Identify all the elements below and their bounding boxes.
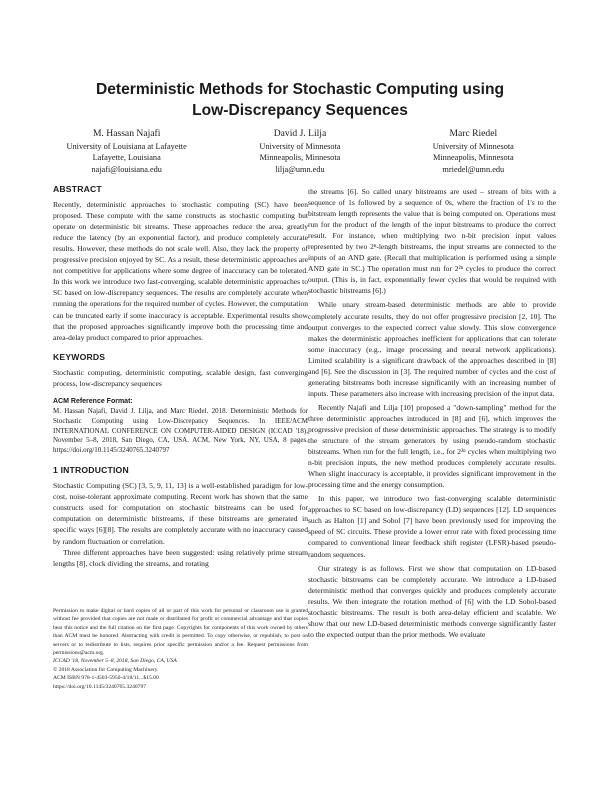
right-column xyxy=(308,186,556,640)
author-email: lilja@umn.edu xyxy=(275,164,325,174)
author-affiliation: University of Louisiana at Lafayette xyxy=(66,142,187,151)
reference-format-heading: ACM Reference Format: xyxy=(53,397,133,405)
author-3 xyxy=(387,128,560,175)
keywords-heading: KEYWORDS xyxy=(53,351,106,362)
introduction-paragraph-2: Three different approaches have been suggested: using relatively prime stream lengths [8], clock dividing the streams, and rotating xyxy=(53,547,308,568)
body-paragraph-3: Recently Najafi and Lilja [10] proposed a "down-sampling" method for the three deterministic approaches introduced in [8] and [6], which improves the progressive precision of these deterministic approaches. The strategy is to modify the structure of the stream generators by using pseudo-random stochastic bitstreams. When run for the full length, i.e., for 2²ⁿ cycles when multiplying two n-bit precision inputs, the new method produces completely accurate results. When slight inaccuracy is acceptable, it provides significant improvement in the processing time and the energy consumption. xyxy=(308,402,556,490)
abstract-text: Recently, deterministic approaches to stochastic computing (SC) have been proposed. These compute with the same constructs as stochastic computing but operate on deterministic bit streams. These approaches reduce the area, greatly reduce the latency (by an exponential factor), and produce completely accurate results. However, these methods do not scale well. Also, they lack the property of progressive precision enjoyed by SC. As a result, these deterministic approaches are not competitive for applications where some degree of inaccuracy can be tolerated. In this work we introduce two fast-converging, scalable deterministic approaches to SC based on low-discrepancy sequences. The results are completely accurate when running the operations for the required number of cycles. However, the computation can be truncated early if some inaccuracy is acceptable. Experimental results show that the proposed approaches significantly improve both the processing time and area-delay product compared to prior approaches. xyxy=(53,200,308,342)
conference-line: ICCAD '18, November 5–8, 2018, San Diego, CA, USA xyxy=(53,658,177,665)
reference-format xyxy=(53,397,308,456)
permission-notice xyxy=(53,607,308,691)
reference-format-text: M. Hassan Najafi, David J. Lilja, and Marc Riedel. 2018. Deterministic Methods for Stochastic Computing using Low-Discrepancy Sequences. In IEEE/ACM INTERNATIONAL CONFERENCE ON COMPUTER-AIDED DESIGN (ICCAD '18), November 5–8, 2018, San Diego, CA, USA. ACM, New York, NY, USA, 8 pages. https://doi.org/10.1145/3240765.3240797 xyxy=(53,406,308,455)
doi-line: https://doi.org/10.1145/3240765.3240797 xyxy=(53,683,147,690)
author-location: Minneapolis, Minnesota xyxy=(432,153,514,163)
author-location: Minneapolis, Minnesota xyxy=(259,153,341,163)
introduction-paragraph-1: Stochastic Computing (SC) [3, 5, 9, 11, 13] is a well-established paradigm for low-cost, noise-tolerant approximate computing. Recent work has shown that the same constructs used for computation on stochastic bitstreams can be used for computation on deterministic bitstreams, if these bitstreams are generated in specific ways [6][8]. The results are completely accurate with no inaccuracy caused by random fluctuation or correlation. xyxy=(53,481,308,546)
copyright-line: © 2018 Association for Computing Machinery. xyxy=(53,666,159,673)
introduction-heading: 1 INTRODUCTION xyxy=(53,465,129,476)
abstract-heading: ABSTRACT xyxy=(53,184,102,194)
keywords-section xyxy=(53,352,308,389)
author-email: najafi@louisiana.edu xyxy=(91,164,162,174)
paper-title xyxy=(40,79,560,121)
body-paragraph-4: In this paper, we introduce two fast-converging scalable deterministic approaches to SC based on low-discrepancy (LD) sequences [12]. LD sequences such as Halton [1] and Sobol [7] have been previously used for improving the speed of SC circuits. These provide a lower error rate with fixed processing time compared to conventional linear feedback shift register (LFSR)-based pseudo-random sequences. xyxy=(308,494,556,559)
body-paragraph-1: the streams [6]. So called unary bitstreams are used – stream of bits with a sequence of 1s followed by a sequence of 0s, where the fraction of 1's to the bitstream length represents the value that is being computed on. Operations must run for the product of the length of the input bitstreams to produce the correct result. For instance, when multiplying two n-bit precision input values represented by two 2ⁿ-length bitstreams, the input streams are connected to the inputs of an AND gate. (Recall that multiplication is performed using a simple AND gate in SC.) The operation must run for 2²ⁿ cycles to produce the correct output. (This is, in fact, exponentially fewer cycles that would be required with stochastic bitstreams [6].) xyxy=(308,187,556,296)
author-name: David J. Lilja xyxy=(273,128,327,139)
author-email: mriedel@umn.edu xyxy=(442,164,505,174)
left-column xyxy=(53,184,308,569)
introduction-section xyxy=(53,465,308,568)
isbn-line: ACM ISBN 978-1-4503-5950-4/18/11...$15.00 xyxy=(53,675,159,682)
title-line-2: Low-Discrepancy Sequences xyxy=(192,102,408,119)
author-1 xyxy=(40,128,213,175)
keywords-text: Stochastic computing, deterministic computing, scalable design, fast converging process, low-discrepancy sequences xyxy=(53,367,308,388)
author-block xyxy=(40,128,560,175)
author-name: M. Hassan Najafi xyxy=(92,128,161,139)
author-affiliation: University of Minnesota xyxy=(259,142,341,151)
permission-text: Permission to make digital or hard copies of all or part of this work for personal or classroom use is granted without fee provided that copies are not made or distributed for profit or commercial advantage and that copies bear this notice and the full citation on the first page. Copyrights for components of this work owned by others than ACM must be honored. Abstracting with credit is permitted. To copy otherwise, or republish, to post on servers or to redistribute to lists, requires prior specific permission and/or a fee. Request permissions from permissions@acm.org. xyxy=(53,608,308,657)
body-paragraph-5: Our strategy is as follows. First we show that computation on LD-based stochastic bitstreams can be completely accurate. We introduce a LD-based deterministic method that converges quickly and produces completely accurate results. We then integrate the rotation method of [6] with the LD Sobol-based stochastic bitstreams. The result is both area-delay efficient and scalable. We show that our new LD-based deterministic methods converge significantly faster to the expected output than the prior methods. We evaluate xyxy=(308,563,556,639)
author-location: Lafayette, Louisiana xyxy=(92,153,161,163)
title-line-1: Deterministic Methods for Stochastic Computing using xyxy=(95,81,505,98)
author-name: Marc Riedel xyxy=(449,128,498,139)
author-affiliation: University of Minnesota xyxy=(432,142,514,151)
author-2 xyxy=(213,128,386,175)
body-paragraph-2: While unary stream-based deterministic methods are able to provide completely accurate results, they do not offer progressive precision [2, 10]. The output converges to the expected correct value slowly. This slow convergence makes the deterministic approaches inefficient for applications that can tolerate some inaccuracy (e.g., image processing and neural network applications). Limited scalability is a significant drawback of the approaches described in [8] and [6]. See the discussion in [3]. The required number of cycles and the cost of generating bitstreams both increase significantly with an increasing number of inputs. These parameters also increase with increasing precision of the input data. xyxy=(308,300,556,398)
